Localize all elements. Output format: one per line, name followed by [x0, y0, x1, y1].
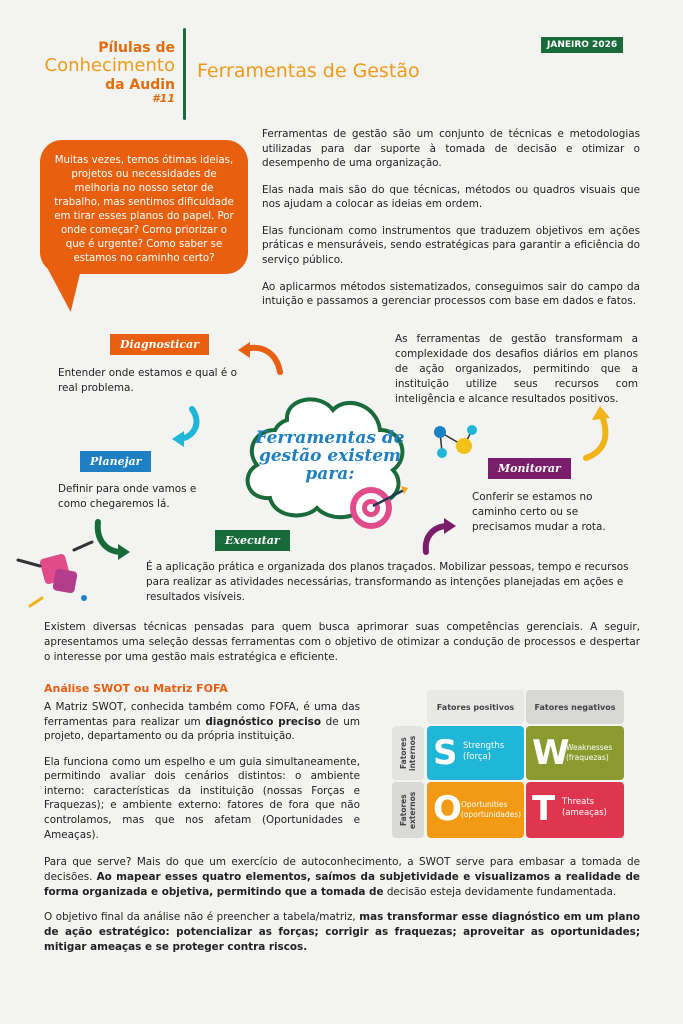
s-letter: S [433, 733, 458, 773]
arrow-up-icon [578, 404, 618, 464]
swot-paragraph-4 [44, 910, 640, 954]
monitorar-text: Conferir se estamos no caminho certo ou se precisamos mudar a rota. [472, 491, 606, 534]
brand-block [20, 40, 175, 106]
swot-strengths [427, 726, 524, 780]
tag-planejar: Planejar [80, 451, 151, 472]
swot-paragraph-3 [44, 855, 640, 899]
brand-issue-number: #11 [152, 91, 175, 105]
executar-text: É a aplicação prática e organizada dos planos traçados. Mobilizar pessoas, tempo e recursos para realizar as atividades necessárias, transformando as intenções planejadas em ações e resultados visíveis. [146, 561, 629, 604]
transition-text: Existem diversas técnicas pensadas para quem busca aprimorar suas competências gerenciais. A seguir, apresentamos uma seleção dessas ferramentas com o objetivo de otimizar a condução de processos e despertar o interesse por uma gestão mais estratégica e eficiente. [44, 621, 640, 663]
target-icon [346, 482, 410, 532]
intro-paragraph-1: Ferramentas de gestão são um conjunto de técnicas e metodologias utilizadas para dar suporte à tomada de decisão e otimizar o desempenho de uma organização. [262, 128, 640, 170]
row-header-external: Fatores externos [392, 782, 424, 838]
swot-p3-a: Para que serve? Mais do que um exercício de autoconhecimento, a SWOT serve para embasar a tomada de decisões. [44, 856, 640, 883]
swot-weaknesses [526, 726, 624, 780]
tag-diagnosticar: Diagnosticar [110, 334, 209, 355]
arrow-planejar-icon [168, 405, 204, 449]
brand-line-3: da Audin [105, 76, 175, 93]
arrow-monitorar-icon [420, 516, 460, 556]
w-label [566, 743, 612, 763]
tag-monitorar: Monitorar [488, 458, 571, 479]
s-label [463, 741, 504, 763]
s-label-1: Strengths [463, 741, 505, 751]
intro-paragraph-4: Ao aplicarmos métodos sistematizados, conseguimos sair do campo da intuição e passamos a gerenciar processos com base em dados e fatos. [262, 280, 640, 308]
page-title: Ferramentas de Gestão [197, 60, 420, 82]
swot-matrix [392, 690, 624, 838]
swot-p3-c: decisão esteja devidamente fundamentada. [383, 885, 617, 898]
swot-p3-bold: Ao mapear esses quatro elementos, saímos da subjetividade e visualizamos a realidade de forma organizada e objetiva, permitindo que a tomada de [44, 870, 640, 898]
swot-heading: Análise SWOT ou Matriz FOFA [44, 682, 228, 695]
o-label [461, 800, 521, 820]
brand-line-1: Pílulas de [98, 40, 175, 56]
header-divider [183, 28, 186, 120]
brand-line-2: Conhecimento [44, 55, 175, 77]
swot-paragraph-2: Ela funciona como um espelho e um guia simultaneamente, permitindo avaliar dois cenários distintos: o ambiente interno: características da instituição (nossas Forças e Fraquezas); e ambiente externo: fatores de fora que não controlamos, mas que nos afetam (Oportunidades e Ameaças). [44, 755, 360, 841]
o-label-2: (oportunidades) [461, 809, 522, 819]
planejar-text: Definir para onde vamos e como chegaremos lá. [58, 483, 197, 511]
diagnosticar-text: Entender onde estamos e qual é o real problema. [58, 367, 237, 395]
network-icon [428, 420, 480, 462]
col-header-positive: Fatores positivos [427, 690, 524, 724]
swot-description [44, 700, 360, 853]
swot-opportunities [427, 782, 524, 838]
intro-paragraph-2: Elas nada mais são do que técnicas, métodos ou quadros visuais que nos ajudam a colocar as ideias em ordem. [262, 183, 640, 211]
t-label-1: Threats [562, 797, 595, 807]
swot-p4-a: O objetivo final da análise não é preencher a tabela/matriz, [44, 911, 360, 923]
swot-paragraph-1 [44, 700, 360, 744]
arrow-diagnosticar-icon [236, 338, 286, 376]
s-label-2: (força) [463, 752, 492, 763]
swot-p1-bold: diagnóstico preciso [205, 715, 321, 728]
o-letter: O [433, 789, 462, 829]
cloud-title: Ferramentas de gestão existem para: [255, 428, 405, 484]
cycle-right-text: As ferramentas de gestão transformam a complexidade dos desafios diários em planos de ação organizados, permitindo que a instituição utilize seus recursos com inteligência e alcance resultados positivos. [395, 333, 638, 406]
t-letter: T [532, 789, 556, 829]
tag-executar: Executar [215, 530, 290, 551]
intro-text [262, 127, 640, 321]
w-label-2: (fraquezas) [566, 752, 609, 762]
w-letter: W [532, 733, 570, 773]
speech-bubble: Muitas vezes, temos ótimas ideias, projetos ou necessidades de melhoria no nosso setor de trabalho, mas sentimos dificuldade em tirar esses planos do papel. Por onde começar? Como priorizar o que é urgente? Como saber se estamos no caminho certo? [40, 140, 248, 274]
swot-p4-bold: mas transformar esse diagnóstico em um plano de ação estratégico: potencializar as forças; corrigir as fraquezas; aproveitar as oportunidades; mitigar ameaças e se proteger contra riscos. [44, 911, 640, 953]
swot-threats [526, 782, 624, 838]
puzzle-hands-icon [12, 538, 100, 610]
o-label-1: Oportunities [461, 800, 508, 809]
swot-p1-c: de um projeto, departamento ou da própria instituição. [44, 715, 360, 743]
date-badge: JANEIRO 2026 [541, 37, 623, 53]
row-header-internal: Fatores internos [392, 726, 424, 780]
col-header-negative: Fatores negativos [526, 690, 624, 724]
t-label [562, 797, 607, 819]
t-label-2: (ameaças) [562, 808, 607, 819]
speech-bubble-tail [47, 268, 90, 312]
swot-p1-a: A Matriz SWOT, conhecida também como FOFA, é uma das ferramentas para realizar um [44, 701, 360, 728]
intro-paragraph-3: Elas funcionam como instrumentos que traduzem objetivos em ações práticas e mensuráveis, sendo estratégicas para garantir a eficiência do serviço público. [262, 224, 640, 266]
w-label-1: Weaknesses [566, 743, 613, 752]
